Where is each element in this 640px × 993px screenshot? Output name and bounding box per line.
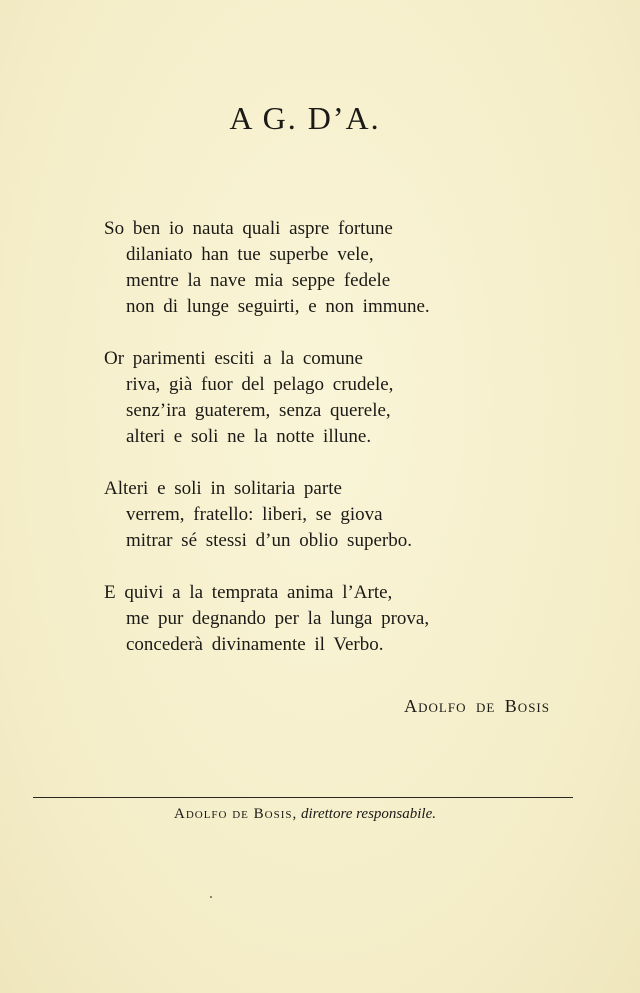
verse-line: mitrar sé stessi d’un oblio superbo. — [126, 530, 412, 551]
verse-line: mentre la nave mia seppe fedele — [126, 270, 391, 291]
verse-line: senz’ira guaterem, senza querele, — [126, 400, 391, 421]
divider — [33, 797, 573, 798]
author-signature: Adolfo de Bosis — [404, 696, 550, 716]
verse-line: E quivi a la temprata anima l’Arte, — [104, 582, 393, 603]
paper-speck — [210, 896, 212, 898]
verse-line: concederà divinamente il Verbo. — [126, 634, 384, 655]
stanza-3 — [104, 476, 584, 554]
verse-line: non di lunge seguirti, e non immune. — [126, 296, 430, 317]
verse-line: me pur degnando per la lunga prova, — [126, 608, 430, 629]
verse-line: Alteri e soli in solitaria parte — [104, 478, 342, 499]
stanza-2 — [104, 346, 584, 450]
stanza-1 — [104, 216, 584, 320]
footer-name: Adolfo de Bosis, — [173, 806, 298, 822]
footer-role: direttore responsabile. — [301, 806, 436, 822]
verse-line: Or parimenti esciti a la comune — [104, 348, 363, 369]
verse-line: dilaniato han tue superbe vele, — [126, 244, 374, 265]
verse-line: alteri e soli ne la notte illune. — [126, 426, 372, 447]
poem-title: A G. D’A. — [229, 100, 381, 136]
publisher-footer — [0, 806, 610, 823]
poem-body — [104, 216, 584, 684]
stanza-4 — [104, 580, 584, 658]
verse-line: verrem, fratello: liberi, se giova — [126, 504, 383, 525]
verse-line: riva, già fuor del pelago crudele, — [126, 374, 394, 395]
verse-line: So ben io nauta quali aspre fortune — [104, 218, 393, 239]
